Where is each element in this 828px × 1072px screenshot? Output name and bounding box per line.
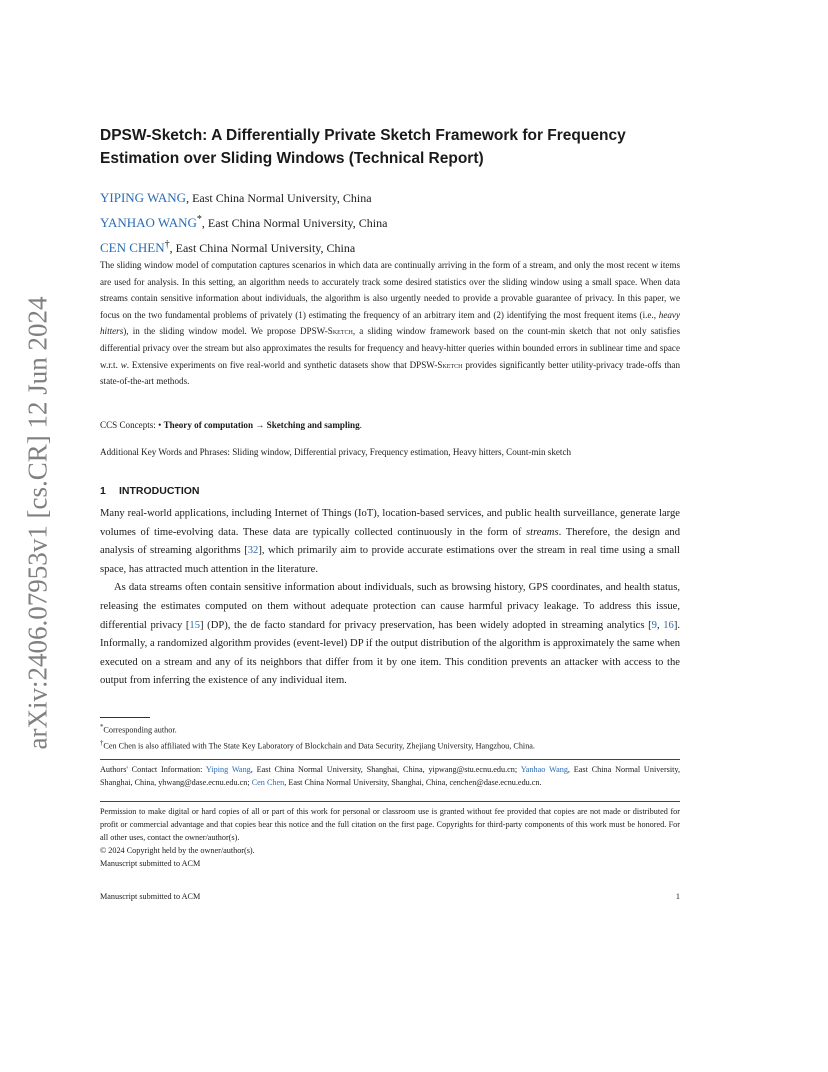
author-name[interactable]: YANHAO WANG (100, 215, 197, 230)
author-link[interactable]: Yanhao Wang (520, 765, 568, 774)
abstract (100, 257, 680, 390)
permission-notice (100, 805, 680, 870)
footnote-text: Corresponding author. (103, 725, 177, 735)
body-text: , (656, 619, 664, 631)
paragraph (100, 579, 680, 691)
section-number: 1 (100, 485, 106, 497)
abstract-text: provides significantly better utility-privacy trade-offs than state-of-the-art methods. (100, 359, 680, 387)
ccs-concept: Theory of computation → Sketching and sampling (163, 420, 360, 430)
contact-information (100, 763, 680, 789)
paper-title: DPSW-Sketch: A Differentially Private Sketch Framework for Frequency Estimation over Sliding Windows (Technical Report) (100, 127, 626, 167)
abstract-text: , a sliding window framework based on the count-min sketch that not only satisfies differential privacy over the stream but also approximates the results for frequency and heavy-hitter queries within bounded errors in sublinear time and space w.r.t. (100, 326, 681, 370)
arxiv-sidebar (20, 285, 56, 760)
page-footer (100, 891, 680, 903)
submission-note: Manuscript submitted to ACM (100, 859, 201, 868)
footer-text: Manuscript submitted to ACM (100, 892, 201, 901)
contact-label: Authors' Contact Information: (100, 765, 206, 774)
contact-text: , East China Normal University, Shanghai, China, yhwang@dase.ecnu.edu.cn; (100, 765, 681, 787)
body-text: ], which primarily aim to provide accurate estimations over the stream in real time using a small space, has attracted much attention in the literature. (100, 545, 680, 575)
keywords: Additional Key Words and Phrases: Sliding window, Differential privacy, Frequency estimation, Heavy hitters, Count-min sketch (100, 447, 572, 457)
body-text: ]. Informally, a randomized algorithm provides (event-level) DP if the output distribution of the algorithm is approximately the same when executed on a stream and any of its neighbors that differ from it by one item. This condition prevents an attacker with access to the output from inferring the existence of any individual item. (100, 619, 680, 687)
permission-text: Permission to make digital or hard copies of all or part of this work for personal or classroom use is granted without fee provided that copies are not made or distributed for profit or commercial advantage and that copies bear this notice and the full citation on the first page. Copyrights for third-party components of this work must be honored. For all other uses, contact the owner/author(s). (100, 807, 680, 842)
author-link[interactable]: Yiping Wang (205, 765, 251, 774)
contact-text: , East China Normal University, Shanghai, China, yipwang@stu.ecnu.edu.cn; (250, 765, 521, 774)
citation-link[interactable]: 32 (247, 545, 259, 557)
author-entry (100, 234, 680, 259)
body-text: . Therefore, the design and analysis of streaming algorithms [ (100, 526, 680, 557)
copyright-line: © 2024 Copyright held by the owner/author(s). (100, 846, 255, 855)
footnote (100, 721, 680, 737)
page-number: 1 (675, 892, 680, 901)
footnote-mark: * (100, 724, 104, 731)
body-text: As data streams often contain sensitive information about individuals, such as browsing history, GPS coordinates, and health status, releasing the estimates computed on them without adequate protection can cause harmful privacy leakage. To address this issue, differential privacy [ (100, 582, 680, 631)
divider (100, 801, 680, 802)
smallcaps-sketch: Sketch (327, 326, 353, 337)
author-mark: * (196, 214, 202, 225)
abstract-text: The sliding window model of computation captures scenarios in which data are continually arriving in the form of a stream, and only the most recent (100, 260, 652, 270)
term-heavy-hitters: heavy hitters (100, 309, 680, 337)
author-list (100, 184, 680, 259)
intro-body (100, 505, 680, 691)
footnotes (100, 721, 680, 752)
arxiv-identifier: arXiv:2406.07953v1 [cs.CR] 12 Jun 2024 (22, 296, 53, 749)
author-mark: † (164, 239, 170, 250)
abstract-text: items are used for analysis. In this setting, an algorithm needs to accurately track some desired statistics over the sliding window using a small space. When data streams contain sensitive information about individuals, the algorithm is also urgently needed to provide a provable guarantee of privacy. In this paper, we focus on the two fundamental problems of privately (1) estimating the frequency of an arbitrary item and (2) identifying the most frequent items (i.e., (100, 260, 680, 320)
footnote (100, 737, 680, 753)
author-name[interactable]: YIPING WANG (100, 190, 187, 205)
author-affiliation: , East China Normal University, China (201, 216, 388, 230)
author-affiliation: , East China Normal University, China (186, 191, 372, 205)
ccs-end: . (359, 420, 362, 430)
section-title: INTRODUCTION (119, 485, 200, 497)
contact-text: , East China Normal University, Shanghai, China, cenchen@dase.ecnu.edu.cn. (284, 778, 542, 787)
author-name[interactable]: CEN CHEN (100, 240, 165, 255)
ccs-concepts (100, 419, 680, 432)
section-heading (100, 484, 680, 498)
paragraph (100, 505, 680, 579)
footnote-text: Cen Chen is also affiliated with The State Key Laboratory of Blockchain and Data Security, Zhejiang University, Hangzhou, China. (103, 741, 535, 751)
footnote-rule (100, 717, 150, 718)
author-link[interactable]: Cen Chen (251, 778, 285, 787)
term-streams: streams (526, 526, 559, 538)
citation-link[interactable]: 9 (651, 619, 657, 631)
math-w: w (120, 359, 127, 370)
author-entry (100, 209, 680, 234)
citation-link[interactable]: 16 (663, 619, 674, 631)
ccs-label: CCS Concepts: • (100, 420, 164, 430)
footnote-mark: † (100, 739, 104, 747)
abstract-text: ), in the sliding window model. We propose DPSW- (123, 326, 328, 337)
author-affiliation: , East China Normal University, China (169, 241, 356, 255)
math-w: w (651, 260, 658, 270)
citation-link[interactable]: 15 (189, 619, 201, 631)
body-text: ] (DP), the de facto standard for privacy preservation, has been widely adopted in streaming analytics [ (200, 619, 652, 631)
author-entry (100, 184, 680, 209)
abstract-text: . Extensive experiments on five real-world and synthetic datasets show that DPSW- (126, 359, 438, 370)
smallcaps-sketch: Sketch (437, 359, 463, 370)
body-text: Many real-world applications, including Internet of Things (IoT), location-based services, and public health surveillance, generate large volumes of time-evolving data. These data are typically collected continuously in the form of (100, 508, 680, 538)
divider (100, 759, 680, 760)
